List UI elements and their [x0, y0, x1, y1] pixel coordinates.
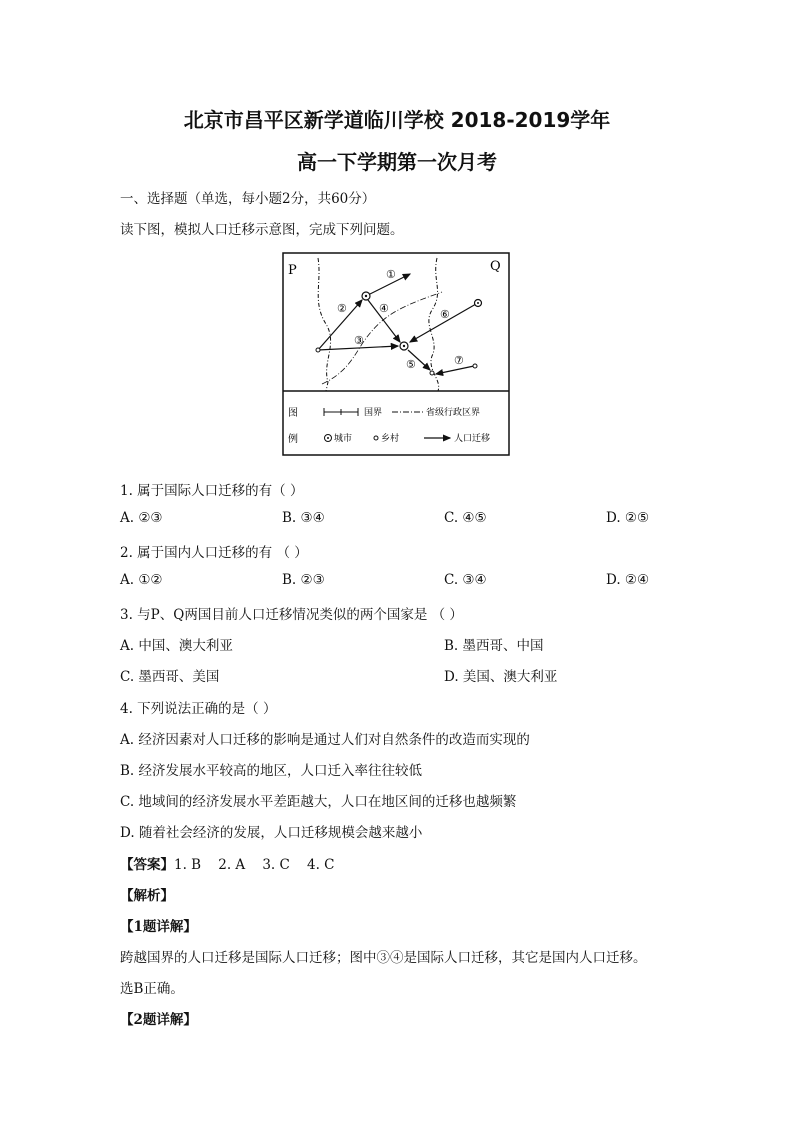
q4-option-d: D. 随着社会经济的发展，人口迁移规模会越来越小: [120, 825, 423, 841]
legend-province-text: 省级行政区界: [426, 408, 481, 418]
route-label: ⑦: [454, 354, 464, 367]
answer-tag: 【答案】: [120, 857, 174, 873]
q1-option-c: C. ④⑤: [444, 510, 487, 526]
q1-option-a: A. ②③: [120, 510, 163, 526]
q1-option-b: B. ③④: [282, 510, 325, 526]
route-label: ①: [386, 268, 396, 281]
detail-1-tag: 【1题详解】: [120, 919, 197, 935]
route-label: ⑥: [440, 308, 450, 321]
q2-option-a: A. ①②: [120, 572, 163, 588]
legend-tu: 图: [288, 408, 298, 419]
q2-option-b: B. ②③: [282, 572, 325, 588]
intro-text: 读下图，模拟人口迁移示意图，完成下列问题。: [120, 222, 404, 238]
doc-title-line1: 北京市昌平区新学道临川学校 2018-2019学年: [183, 108, 611, 132]
q3-option-a: A. 中国、澳大利亚: [120, 638, 233, 654]
route-label: ③: [354, 334, 364, 347]
question-4-stem: 4. 下列说法正确的是（ ）: [120, 701, 277, 717]
question-1-stem: 1. 属于国际人口迁移的有（ ）: [120, 483, 304, 499]
q4-option-a: A. 经济因素对人口迁移的影响是通过人们对自然条件的改造而实现的: [120, 732, 530, 748]
detail-1-line-1: 跨越国界的人口迁移是国际人口迁移；图中③④是国际人口迁移，其它是国内人口迁移。: [120, 950, 647, 966]
migration-map-figure: [282, 252, 510, 456]
question-3-stem: 3. 与P、Q两国目前人口迁移情况类似的两个国家是 （ ）: [120, 607, 463, 623]
analysis-tag: 【解析】: [120, 888, 174, 904]
question-2-stem: 2. 属于国内人口迁移的有 （ ）: [120, 545, 308, 561]
answer-line: [120, 853, 335, 873]
legend-li: 例: [288, 434, 298, 445]
label-p: P: [288, 263, 297, 278]
q3-option-c: C. 墨西哥、美国: [120, 669, 220, 685]
detail-2-tag: 【2题详解】: [120, 1012, 197, 1028]
q3-option-d: D. 美国、澳大利亚: [444, 669, 558, 685]
section-heading: 一、选择题（单选，每小题2分，共60分）: [120, 191, 376, 207]
label-q: Q: [490, 259, 501, 274]
legend-city-text: 城市: [334, 434, 353, 444]
legend-migration-text: 人口迁移: [454, 434, 491, 444]
route-label: ④: [379, 302, 389, 315]
route-label: ⑤: [406, 358, 416, 371]
doc-title-line2: 高一下学期第一次月考: [297, 150, 497, 174]
q3-option-b: B. 墨西哥、中国: [444, 638, 544, 654]
legend-village-text: 乡村: [381, 434, 400, 444]
legend-border-text: 国界: [364, 408, 383, 418]
q4-option-c: C. 地域间的经济发展水平差距越大，人口在地区间的迁移也越频繁: [120, 794, 517, 810]
q2-option-d: D. ②④: [606, 572, 650, 588]
q4-option-b: B. 经济发展水平较高的地区，人口迁入率往往较低: [120, 763, 423, 779]
answer-text: 1. B 2. A 3. C 4. C: [174, 857, 335, 873]
q1-option-d: D. ②⑤: [606, 510, 650, 526]
detail-1-line-2: 选B正确。: [120, 981, 184, 997]
route-label: ②: [337, 302, 347, 315]
q2-option-c: C. ③④: [444, 572, 487, 588]
